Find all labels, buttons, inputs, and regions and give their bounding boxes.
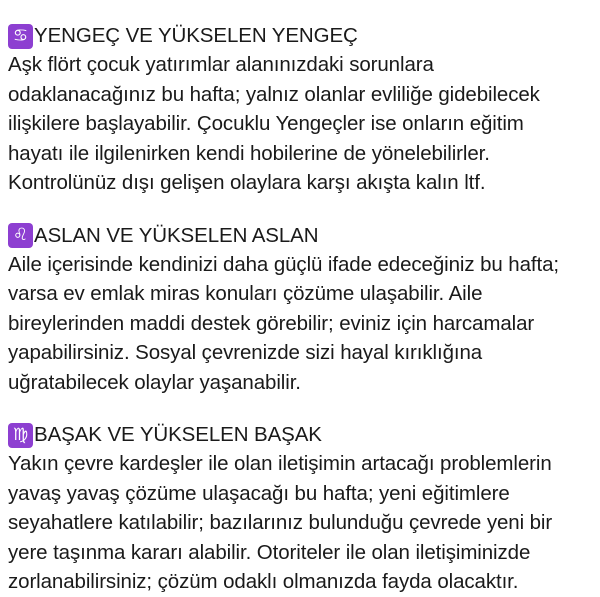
paragraph-line: Kontrolünüz dışı gelişen olaylara karşı akışta kalın ltf.	[8, 171, 486, 194]
paragraph-line: yere taşınma kararı alabilir. Otoriteler ile olan iletişiminizde	[8, 540, 531, 564]
virgo-zodiac-icon: ♍	[8, 423, 33, 448]
section-heading	[8, 22, 592, 50]
section-paragraph	[8, 250, 592, 398]
paragraph-line: uğratabilecek olaylar yaşanabilir.	[8, 370, 301, 394]
section-paragraph	[8, 449, 592, 597]
paragraph-line: bireylerinden maddi destek görebilir; eviniz için harcamalar	[8, 311, 535, 335]
section-title: ASLAN VE YÜKSELEN ASLAN	[34, 223, 319, 247]
section-virgo	[8, 421, 592, 597]
paragraph-line: hayatı ile ilgilenirken kendi hobilerine de yönelebilirler.	[8, 141, 490, 165]
leo-zodiac-icon: ♌	[8, 223, 33, 248]
section-heading	[8, 222, 592, 250]
paragraph-line: ilişkilere başlayabilir. Çocuklu Yengeçler ise onların eğitim	[8, 112, 524, 135]
paragraph-line: odaklanacağınız bu hafta; yalnız olanlar evliliğe gidebilecek	[8, 82, 540, 106]
section-leo	[8, 222, 592, 398]
paragraph-line: seyahatlere katılabilir; bazılarınız bulunduğu çevrede yeni bir	[8, 511, 553, 534]
paragraph-line: Yakın çevre kardeşler ile olan iletişimin artacağı problemlerin	[8, 452, 552, 475]
paragraph-line: yapabilirsiniz. Sosyal çevrenizde sizi hayal kırıklığına	[8, 341, 483, 364]
paragraph-line: Aşk flört çocuk yatırımlar alanınızdaki sorunlara	[8, 53, 434, 76]
paragraph-line: zorlanabilirsiniz; çözüm odaklı olmanızda fayda olacaktır.	[8, 570, 519, 593]
section-title: BAŞAK VE YÜKSELEN BAŞAK	[34, 423, 322, 446]
paragraph-line: yavaş yavaş çözüme ulaşacağı bu hafta; yeni eğitimlere	[8, 481, 510, 505]
section-title: YENGEÇ VE YÜKSELEN YENGEÇ	[34, 24, 358, 47]
section-paragraph	[8, 50, 592, 198]
cancer-zodiac-icon: ♋	[8, 24, 33, 49]
section-heading	[8, 421, 592, 449]
paragraph-line: Aile içerisinde kendinizi daha güçlü ifade edeceğiniz bu hafta;	[8, 252, 559, 276]
section-cancer	[8, 22, 592, 198]
paragraph-line: varsa ev emlak miras konuları çözüme ulaşabilir. Aile	[8, 282, 483, 305]
